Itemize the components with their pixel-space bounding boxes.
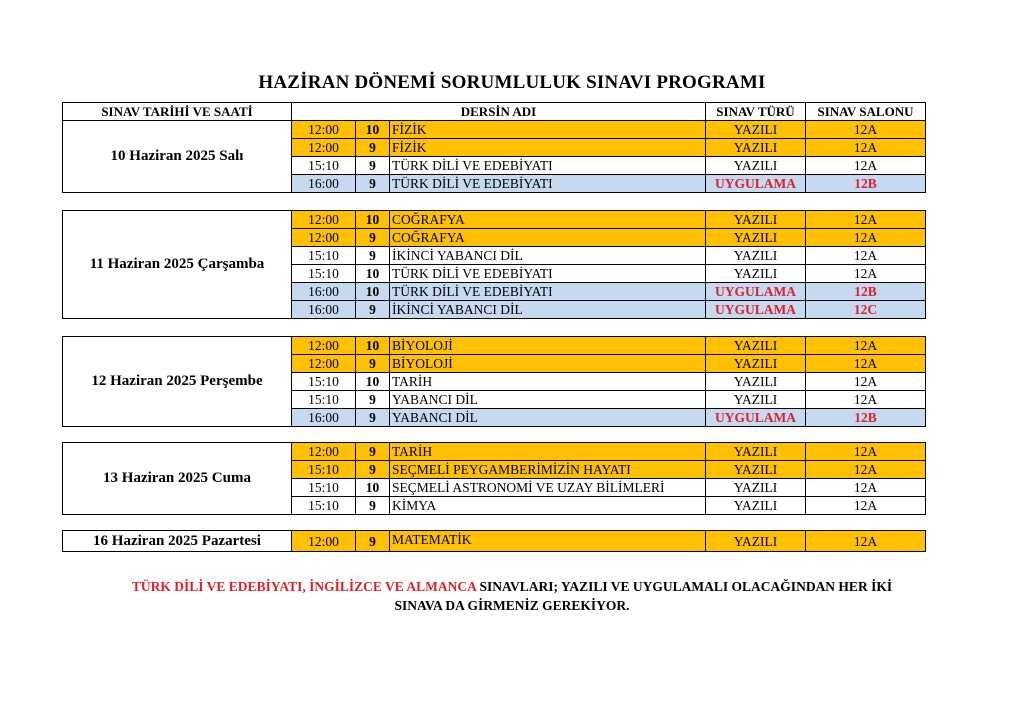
exam-subject: TÜRK DİLİ VE EDEBİYATI [390, 157, 706, 175]
exam-type: UYGULAMA [706, 283, 806, 301]
exam-room: 12A [806, 337, 926, 355]
exam-room: 12C [806, 301, 926, 319]
exam-type: YAZILI [706, 337, 806, 355]
exam-subject: YABANCI DİL [390, 409, 706, 427]
exam-time: 15:10 [292, 461, 356, 479]
exam-subject: TÜRK DİLİ VE EDEBİYATI [390, 175, 706, 193]
exam-grade: 10 [356, 265, 390, 283]
exam-time: 15:10 [292, 265, 356, 283]
exam-subject: MATEMATİK [390, 531, 706, 552]
exam-grade: 9 [356, 139, 390, 157]
exam-time: 12:00 [292, 211, 356, 229]
footnote [0, 577, 1024, 615]
exam-room: 12A [806, 139, 926, 157]
exam-grade: 9 [356, 391, 390, 409]
exam-subject: SEÇMELİ ASTRONOMİ VE UZAY BİLİMLERİ [390, 479, 706, 497]
exam-time: 12:00 [292, 355, 356, 373]
schedule-day-11-haziran [62, 210, 926, 319]
header-row [63, 103, 926, 121]
exam-grade: 9 [356, 175, 390, 193]
exam-grade: 9 [356, 531, 390, 552]
exam-room: 12A [806, 479, 926, 497]
exam-grade: 9 [356, 409, 390, 427]
exam-grade: 9 [356, 301, 390, 319]
exam-room: 12A [806, 461, 926, 479]
exam-time: 15:10 [292, 157, 356, 175]
exam-subject: TARİH [390, 443, 706, 461]
exam-type: YAZILI [706, 479, 806, 497]
exam-grade: 10 [356, 283, 390, 301]
header-date: SINAV TARİHİ VE SAATİ [63, 103, 292, 121]
exam-grade: 9 [356, 461, 390, 479]
schedule-day-13-haziran [62, 442, 926, 515]
schedule-day-10-haziran [62, 102, 926, 193]
exam-type: YAZILI [706, 531, 806, 552]
exam-time: 12:00 [292, 531, 356, 552]
exam-grade: 10 [356, 211, 390, 229]
exam-type: UYGULAMA [706, 409, 806, 427]
exam-time: 15:10 [292, 373, 356, 391]
exam-type: UYGULAMA [706, 175, 806, 193]
exam-time: 12:00 [292, 443, 356, 461]
footnote-line1: SINAVLARI; YAZILI VE UYGULAMALI OLACAĞINDAN HER İKİ [476, 579, 893, 594]
exam-subject: SEÇMELİ PEYGAMBERİMİZİN HAYATI [390, 461, 706, 479]
exam-grade: 9 [356, 355, 390, 373]
exam-date: 11 Haziran 2025 Çarşamba [63, 211, 292, 319]
header-room: SINAV SALONU [806, 103, 926, 121]
exam-grade: 9 [356, 443, 390, 461]
exam-time: 16:00 [292, 175, 356, 193]
exam-type: YAZILI [706, 355, 806, 373]
exam-type: YAZILI [706, 443, 806, 461]
header-subject: DERSİN ADI [292, 103, 706, 121]
exam-subject: TÜRK DİLİ VE EDEBİYATI [390, 265, 706, 283]
table-row [63, 211, 926, 229]
exam-room: 12A [806, 373, 926, 391]
schedule-day-16-haziran [62, 530, 926, 552]
exam-subject: TARİH [390, 373, 706, 391]
exam-room: 12A [806, 229, 926, 247]
exam-subject: İKİNCİ YABANCI DİL [390, 247, 706, 265]
exam-type: YAZILI [706, 139, 806, 157]
exam-time: 15:10 [292, 479, 356, 497]
exam-subject: COĞRAFYA [390, 229, 706, 247]
footnote-highlight: TÜRK DİLİ VE EDEBİYATI, İNGİLİZCE VE ALMANCA [131, 579, 477, 594]
exam-type: YAZILI [706, 265, 806, 283]
exam-time: 16:00 [292, 409, 356, 427]
exam-time: 15:10 [292, 391, 356, 409]
exam-subject: YABANCI DİL [390, 391, 706, 409]
table-row [63, 531, 926, 552]
exam-grade: 10 [356, 121, 390, 139]
exam-subject: İKİNCİ YABANCI DİL [390, 301, 706, 319]
exam-time: 12:00 [292, 229, 356, 247]
exam-type: YAZILI [706, 157, 806, 175]
table-row [63, 443, 926, 461]
exam-time: 12:00 [292, 121, 356, 139]
exam-type: YAZILI [706, 229, 806, 247]
exam-grade: 9 [356, 247, 390, 265]
exam-type: YAZILI [706, 391, 806, 409]
exam-date: 13 Haziran 2025 Cuma [63, 443, 292, 515]
exam-type: YAZILI [706, 247, 806, 265]
exam-grade: 10 [356, 479, 390, 497]
exam-subject: FİZİK [390, 121, 706, 139]
exam-room: 12A [806, 391, 926, 409]
exam-subject: COĞRAFYA [390, 211, 706, 229]
exam-subject: BİYOLOJİ [390, 337, 706, 355]
exam-time: 12:00 [292, 337, 356, 355]
table-row [63, 337, 926, 355]
exam-subject: FİZİK [390, 139, 706, 157]
exam-type: YAZILI [706, 373, 806, 391]
exam-room: 12A [806, 265, 926, 283]
exam-room: 12A [806, 121, 926, 139]
exam-room: 12A [806, 247, 926, 265]
exam-time: 15:10 [292, 247, 356, 265]
exam-type: YAZILI [706, 211, 806, 229]
page-title: HAZİRAN DÖNEMİ SORUMLULUK SINAVI PROGRAMI [258, 72, 766, 93]
exam-subject: TÜRK DİLİ VE EDEBİYATI [390, 283, 706, 301]
exam-time: 16:00 [292, 301, 356, 319]
exam-subject: BİYOLOJİ [390, 355, 706, 373]
exam-grade: 9 [356, 497, 390, 515]
exam-room: 12B [806, 283, 926, 301]
exam-type: YAZILI [706, 461, 806, 479]
exam-room: 12A [806, 355, 926, 373]
exam-room: 12A [806, 443, 926, 461]
exam-time: 16:00 [292, 283, 356, 301]
exam-grade: 9 [356, 229, 390, 247]
exam-time: 15:10 [292, 497, 356, 515]
exam-date: 10 Haziran 2025 Salı [63, 121, 292, 193]
exam-room: 12A [806, 211, 926, 229]
exam-room: 12A [806, 531, 926, 552]
exam-grade: 9 [356, 157, 390, 175]
exam-grade: 10 [356, 337, 390, 355]
header-type: SINAV TÜRÜ [706, 103, 806, 121]
exam-type: YAZILI [706, 121, 806, 139]
exam-room: 12A [806, 157, 926, 175]
exam-time: 12:00 [292, 139, 356, 157]
exam-room: 12B [806, 175, 926, 193]
exam-date: 12 Haziran 2025 Perşembe [63, 337, 292, 427]
footnote-line2: SINAVA DA GİRMENİZ GEREKİYOR. [394, 598, 630, 613]
exam-type: UYGULAMA [706, 301, 806, 319]
exam-grade: 10 [356, 373, 390, 391]
table-row [63, 121, 926, 139]
exam-type: YAZILI [706, 497, 806, 515]
schedule-day-12-haziran [62, 336, 926, 427]
exam-room: 12B [806, 409, 926, 427]
exam-room: 12A [806, 497, 926, 515]
exam-subject: KİMYA [390, 497, 706, 515]
exam-date: 16 Haziran 2025 Pazartesi [63, 531, 292, 552]
